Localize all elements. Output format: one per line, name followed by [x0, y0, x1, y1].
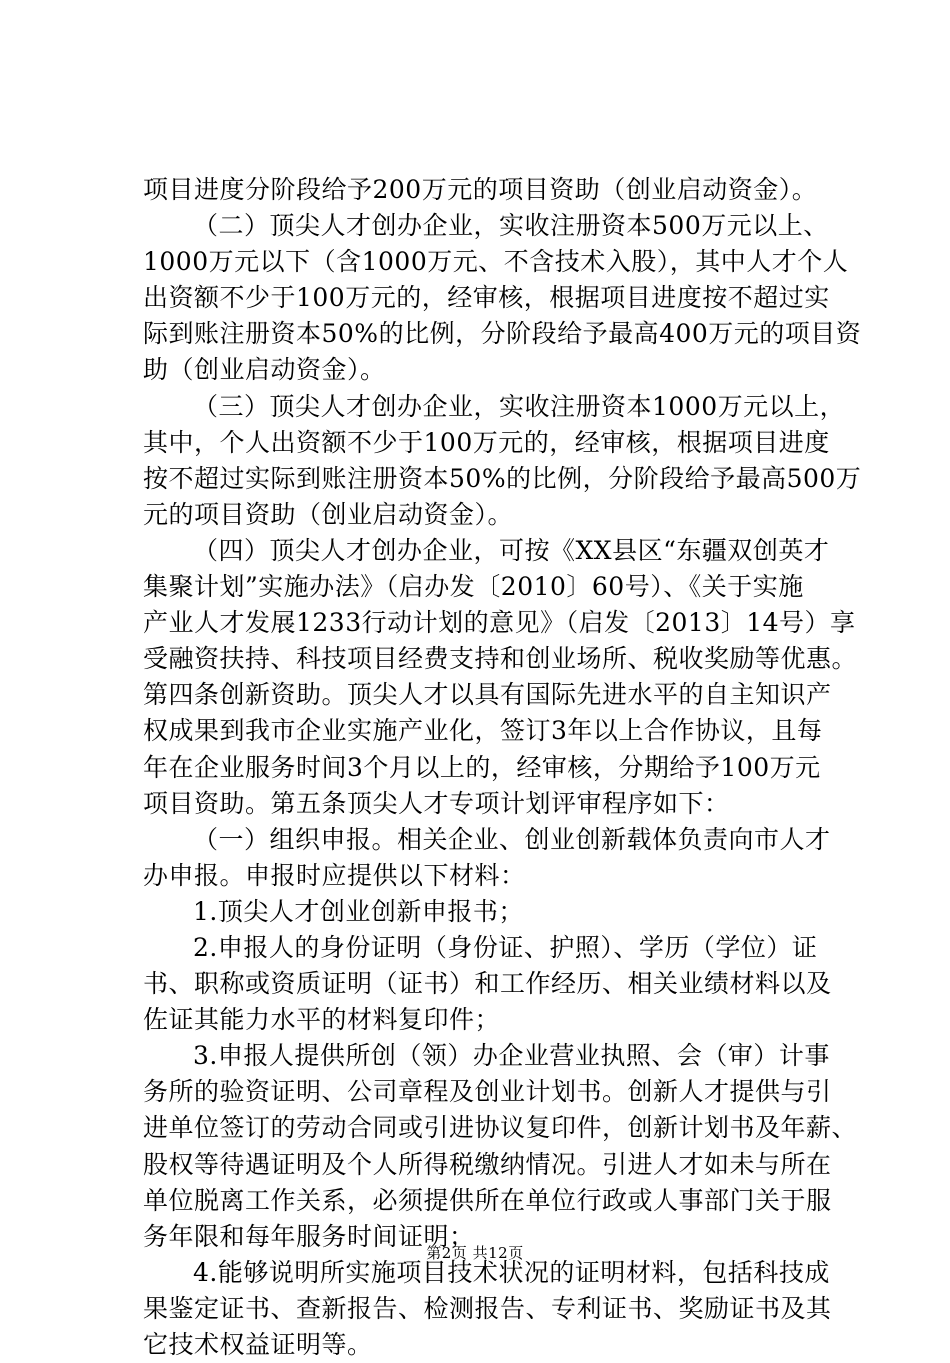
text-line: 项目进度分阶段给予200万元的项目资助（创业启动资金）。	[143, 175, 818, 204]
text-line: 果鉴定证书、查新报告、检测报告、专利证书、奖励证书及其	[143, 1293, 832, 1323]
text-line: 1000万元以下（含1000万元、不含技术入股），其中人才个人	[143, 247, 849, 277]
text-line: 务年限和每年服务时间证明；	[143, 1221, 475, 1251]
text-line: 集聚计划”实施办法》（启办发〔2010〕60号）、《关于实施	[143, 572, 804, 602]
text-line: 按不超过实际到账注册资本50%的比例，分阶段给予最高500万	[143, 463, 862, 493]
text-line: 出资额不少于100万元的，经审核，根据项目进度按不超过实	[143, 283, 830, 313]
text-line: 年在企业服务时间3个月以上的，经审核，分期给予100万元	[143, 752, 821, 782]
text-line: （三）顶尖人才创办企业，实收注册资本1000万元以上，	[193, 391, 846, 421]
text-line: 办申报。申报时应提供以下材料：	[143, 860, 526, 890]
page-footer: 第2页 共12页	[426, 1244, 524, 1262]
text-line: 股权等待遇证明及个人所得税缴纳情况。引进人才如未与所在	[143, 1149, 832, 1179]
text-line: 其中，个人出资额不少于100万元的，经审核，根据项目进度	[143, 427, 830, 457]
document-body	[143, 172, 862, 1363]
text-line: 进单位签订的劳动合同或引进协议复印件，创新计划书及年薪、	[143, 1113, 858, 1143]
text-line: 第四条创新资助。顶尖人才以具有国际先进水平的自主知识产	[143, 680, 832, 710]
text-line: 产业人才发展1233行动计划的意见》（启发〔2013〕14号）享	[143, 608, 856, 638]
text-line: 受融资扶持、科技项目经费支持和创业场所、税收奖励等优惠。	[143, 644, 858, 674]
text-line: 权成果到我市企业实施产业化，签订3年以上合作协议，且每	[143, 716, 823, 746]
text-line: （四）顶尖人才创办企业，可按《XX县区“东疆双创英才	[193, 535, 830, 565]
text-line: 4.能够说明所实施项目技术状况的证明材料，包括科技成	[193, 1257, 830, 1287]
text-line: 际到账注册资本50%的比例，分阶段给予最高400万元的项目资	[143, 319, 862, 349]
text-line: （二）顶尖人才创办企业，实收注册资本500万元以上、	[193, 211, 829, 241]
text-line: 单位脱离工作关系，必须提供所在单位行政或人事部门关于服	[143, 1185, 832, 1215]
text-line: 书、职称或资质证明（证书）和工作经历、相关业绩材料以及	[143, 969, 832, 999]
text-line: 它技术权益证明等。	[143, 1330, 373, 1359]
text-line: 务所的验资证明、公司章程及创业计划书。创新人才提供与引	[143, 1077, 832, 1107]
text-line: 项目资助。第五条顶尖人才专项计划评审程序如下：	[143, 788, 730, 818]
text-line: 3.申报人提供所创（领）办企业营业执照、会（审）计事	[193, 1041, 830, 1071]
text-line: 助（创业启动资金）。	[143, 355, 386, 385]
text-line: 元的项目资助（创业启动资金）。	[143, 499, 514, 529]
text-line: 2.申报人的身份证明（身份证、护照）、学历（学位）证	[193, 932, 818, 962]
text-line: 1.顶尖人才创业创新申报书；	[193, 896, 524, 926]
text-line: （一）组织申报。相关企业、创业创新载体负责向市人才	[193, 824, 831, 854]
text-line: 佐证其能力水平的材料复印件；	[143, 1005, 501, 1035]
